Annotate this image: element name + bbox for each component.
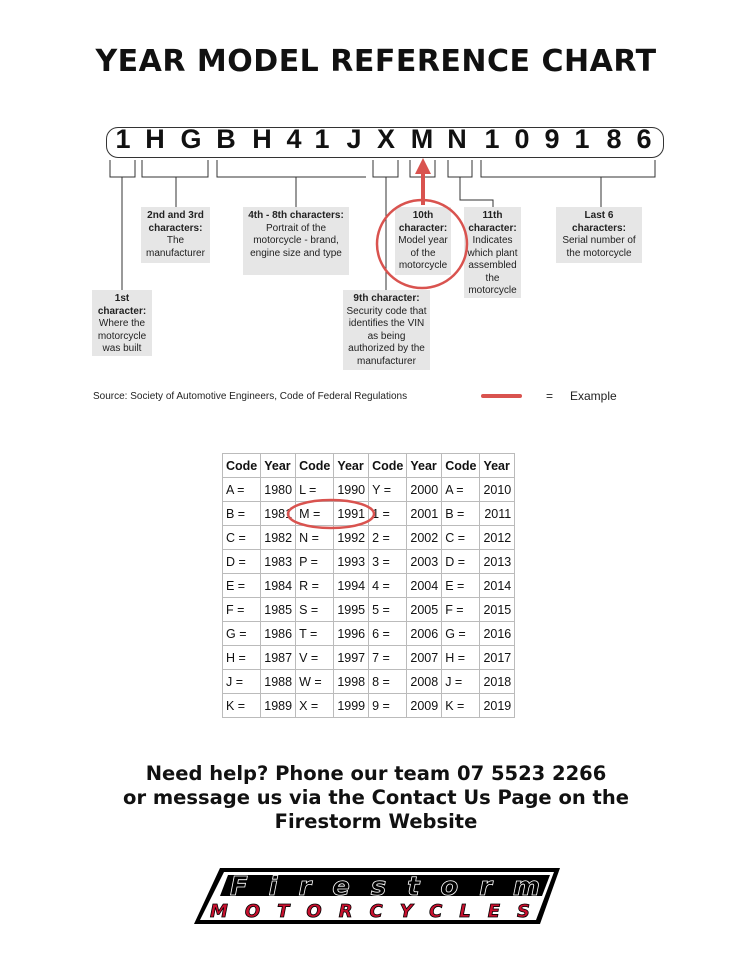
vin-character: 1 [484, 124, 500, 154]
column-header: Year [334, 454, 369, 478]
help-text [0, 762, 752, 834]
code-cell: G = [223, 622, 261, 646]
year-cell: 1998 [334, 670, 369, 694]
year-cell: 2011 [480, 502, 515, 526]
code-cell: K = [442, 694, 480, 718]
code-cell: F = [442, 598, 480, 622]
code-cell: X = [296, 694, 334, 718]
code-cell: H = [442, 646, 480, 670]
code-cell: C = [223, 526, 261, 550]
page-title: YEAR MODEL REFERENCE CHART [95, 44, 657, 79]
code-cell: W = [296, 670, 334, 694]
year-cell: 1990 [334, 478, 369, 502]
year-cell: 1983 [261, 550, 296, 574]
legend-equals: = [546, 389, 554, 403]
year-cell: 1993 [334, 550, 369, 574]
year-cell: 1999 [334, 694, 369, 718]
vin-character: N [447, 124, 467, 154]
code-cell: Y = [369, 478, 407, 502]
code-cell: K = [223, 694, 261, 718]
column-header: Year [407, 454, 442, 478]
bracket-2nd-3rd [142, 160, 208, 207]
code-cell: E = [223, 574, 261, 598]
label-10th: 10th character: Model year of the motorcycle [395, 207, 451, 275]
year-cell: 1986 [261, 622, 296, 646]
year-cell: 2015 [480, 598, 515, 622]
label-1st: 1st character: Where the motorcycle was built [92, 290, 152, 356]
year-cell: 2007 [407, 646, 442, 670]
year-cell: 2006 [407, 622, 442, 646]
column-header: Code [442, 454, 480, 478]
code-cell: D = [223, 550, 261, 574]
year-cell: 2009 [407, 694, 442, 718]
year-cell: 1994 [334, 574, 369, 598]
code-cell: 6 = [369, 622, 407, 646]
year-cell: 1988 [261, 670, 296, 694]
table-row [223, 622, 515, 646]
year-cell: 1980 [261, 478, 296, 502]
year-cell: 2019 [480, 694, 515, 718]
vin-character: 9 [544, 124, 560, 154]
label-11th: 11th character: Indicates which plant assembled the motorcycle [464, 207, 521, 298]
code-cell: F = [223, 598, 261, 622]
table-row [223, 646, 515, 670]
table-row [223, 670, 515, 694]
vin-character: H [252, 124, 272, 154]
label-9th: 9th character: Security code that identifies the VIN as being authorized by the manufacturer [343, 290, 430, 370]
arrow-head [415, 158, 431, 174]
year-cell: 2001 [407, 502, 442, 526]
year-cell: 1989 [261, 694, 296, 718]
code-cell: 1 = [369, 502, 407, 526]
table-row [223, 550, 515, 574]
legend-label: Example [570, 389, 617, 403]
code-cell: P = [296, 550, 334, 574]
code-cell: D = [442, 550, 480, 574]
source-note: Source: Society of Automotive Engineers, Code of Federal Regulations [93, 391, 408, 402]
vin-character: G [180, 124, 202, 154]
vin-character: 0 [514, 124, 530, 154]
year-cell: 2014 [480, 574, 515, 598]
year-cell: 2005 [407, 598, 442, 622]
code-cell: 4 = [369, 574, 407, 598]
table-row [223, 502, 515, 526]
bracket-11th [448, 160, 493, 207]
code-cell: M = [296, 502, 334, 526]
table-row [223, 598, 515, 622]
column-header: Code [369, 454, 407, 478]
year-cell: 2000 [407, 478, 442, 502]
year-cell: 2017 [480, 646, 515, 670]
code-cell: E = [442, 574, 480, 598]
code-cell: 5 = [369, 598, 407, 622]
year-cell: 1987 [261, 646, 296, 670]
help-line-3: Firestorm Website [274, 810, 478, 833]
vin-character: J [346, 124, 362, 154]
year-cell: 1997 [334, 646, 369, 670]
year-cell: 1992 [334, 526, 369, 550]
vin-character: 1 [574, 124, 590, 154]
vin-character: 1 [115, 124, 131, 154]
year-cell: 2008 [407, 670, 442, 694]
year-cell: 2004 [407, 574, 442, 598]
code-cell: G = [442, 622, 480, 646]
vin-character: 1 [314, 124, 330, 154]
code-cell: H = [223, 646, 261, 670]
code-cell: B = [442, 502, 480, 526]
code-cell: 9 = [369, 694, 407, 718]
year-cell: 1995 [334, 598, 369, 622]
help-line-2: or message us via the Contact Us Page on the [123, 786, 629, 809]
code-cell: 2 = [369, 526, 407, 550]
table-row [223, 526, 515, 550]
year-code-table [222, 453, 515, 718]
column-header: Code [296, 454, 334, 478]
bracket-1st [110, 160, 135, 290]
code-cell: J = [442, 670, 480, 694]
code-cell: L = [296, 478, 334, 502]
year-cell: 1984 [261, 574, 296, 598]
vin-character: B [216, 124, 236, 154]
code-cell: T = [296, 622, 334, 646]
year-cell: 2016 [480, 622, 515, 646]
year-cell: 2003 [407, 550, 442, 574]
code-cell: 7 = [369, 646, 407, 670]
table-header-row [223, 454, 515, 478]
year-cell: 1982 [261, 526, 296, 550]
vin-character: 4 [286, 124, 302, 154]
vin-character: X [376, 124, 395, 154]
table-row [223, 478, 515, 502]
vin-character: 8 [606, 124, 622, 154]
table-row [223, 694, 515, 718]
year-cell: 2010 [480, 478, 515, 502]
year-cell: 1996 [334, 622, 369, 646]
year-cell: 2012 [480, 526, 515, 550]
logo-bottom-text: MOTORCYCLES [210, 901, 530, 922]
column-header: Year [261, 454, 296, 478]
label-4th-8th: 4th - 8th characters: Portrait of the motorcycle - brand, engine size and type [243, 207, 349, 275]
code-cell: J = [223, 670, 261, 694]
vin-character: H [145, 124, 165, 154]
code-cell: C = [442, 526, 480, 550]
code-cell: N = [296, 526, 334, 550]
code-cell: 8 = [369, 670, 407, 694]
bracket-4th-8th [217, 160, 366, 207]
code-cell: R = [296, 574, 334, 598]
year-cell: 1981 [261, 502, 296, 526]
code-cell: B = [223, 502, 261, 526]
code-cell: S = [296, 598, 334, 622]
bracket-last6 [481, 160, 655, 207]
table-row [223, 574, 515, 598]
label-2nd-3rd: 2nd and 3rd characters: The manufacturer [141, 207, 210, 263]
vin-character: 6 [636, 124, 652, 154]
year-cell: 2018 [480, 670, 515, 694]
vin-character: M [410, 124, 434, 154]
code-cell: V = [296, 646, 334, 670]
column-header: Code [223, 454, 261, 478]
label-last6: Last 6 characters: Serial number of the motorcycle [556, 207, 642, 263]
help-line-1: Need help? Phone our team 07 5523 2266 [145, 762, 607, 785]
year-cell: 2013 [480, 550, 515, 574]
logo-top-text: Firestorm [230, 872, 540, 902]
column-header: Year [480, 454, 515, 478]
year-cell: 1991 [334, 502, 369, 526]
code-cell: A = [223, 478, 261, 502]
firestorm-logo [190, 864, 562, 928]
code-cell: A = [442, 478, 480, 502]
year-cell: 2002 [407, 526, 442, 550]
code-cell: 3 = [369, 550, 407, 574]
year-cell: 1985 [261, 598, 296, 622]
